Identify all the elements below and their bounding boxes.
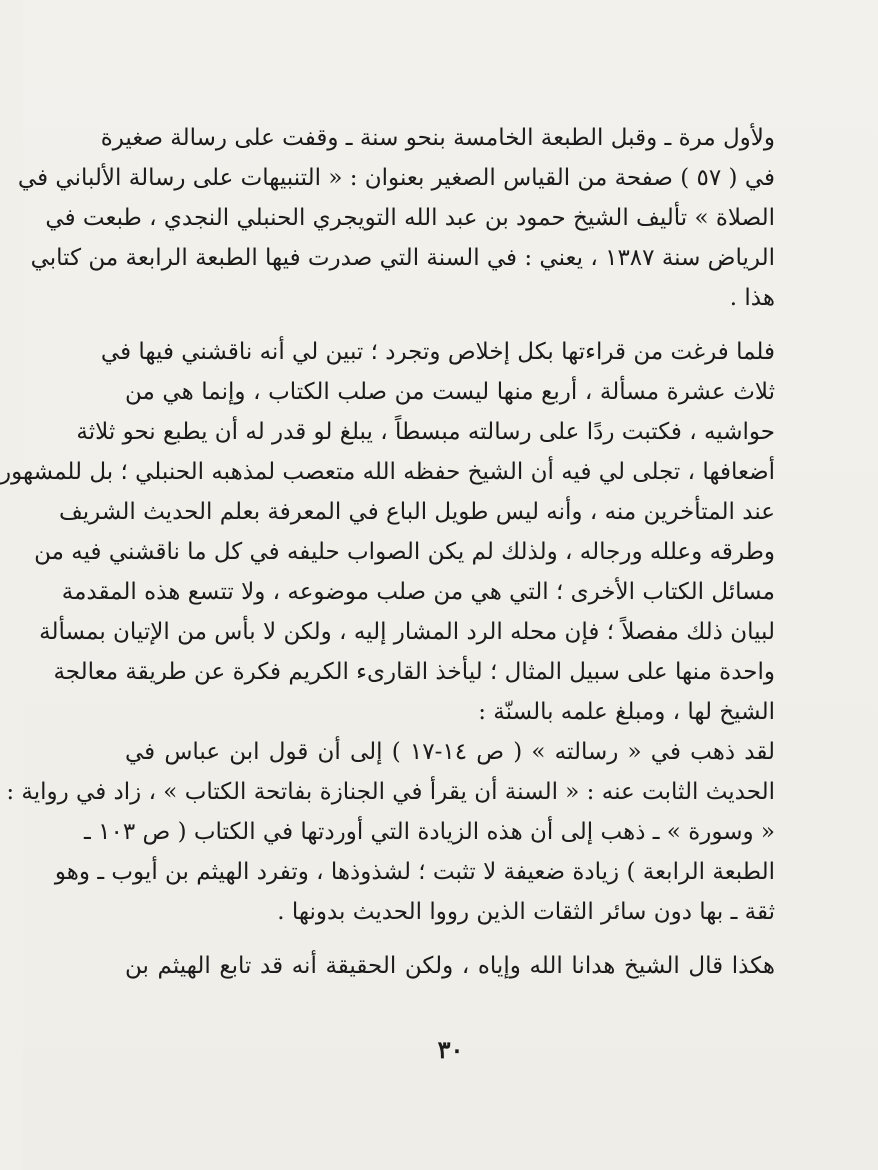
text-line: الشيخ لها ، ومبلغ علمه بالسنّة : — [478, 699, 775, 725]
text-line: ولأول مرة ـ وقبل الطبعة الخامسة بنحو سنة ـ وقفت على رسالة صغيرة — [100, 125, 775, 151]
text-line: الصلاة » تأليف الشيخ حمود بن عبد الله التويجري الحنبلي النجدي ، طبعت في — [45, 205, 775, 231]
text-line: واحدة منها على سبيل المثال ؛ ليأخذ القارىء الكريم فكرة عن طريقة معالجة — [53, 659, 775, 685]
text-line: أضعافها ، تجلى لي فيه أن الشيخ حفظه الله متعصب لمذهبه الحنبلي ؛ بل للمشهور — [0, 459, 775, 485]
page-number: ٣٠ — [437, 1035, 464, 1064]
paragraph-gap — [125, 318, 775, 332]
text-line: عند المتأخرين منه ، وأنه ليس طويل الباع في المعرفة بعلم الحديث الشريف — [58, 499, 775, 525]
paragraph-4 — [125, 946, 775, 986]
text-line: ثلاث عشرة مسألة ، أربع منها ليست من صلب الكتاب ، وإنما هي من — [125, 379, 775, 405]
text-line: لبيان ذلك مفصلاً ؛ فإن محله الرد المشار إليه ، ولكن لا بأس من الإتيان بمسألة — [39, 619, 775, 645]
text-line: لقد ذهب في « رسالته » ( ص ١٤-١٧ ) إلى أن قول ابن عباس في — [125, 739, 775, 765]
text-line: في ( ٥٧ ) صفحة من القياس الصغير بعنوان : « التنبيهات على رسالة الألباني في — [17, 165, 775, 191]
paragraph-gap — [125, 932, 775, 946]
paragraph-2 — [0, 332, 775, 732]
text-line: فلما فرغت من قراءتها بكل إخلاص وتجرد ؛ تبين لي أنه ناقشني فيها في — [100, 339, 775, 365]
paragraph-3 — [6, 732, 775, 932]
text-line: « وسورة » ـ ذهب إلى أن هذه الزيادة التي أوردتها في الكتاب ( ص ١٠٣ ـ — [84, 819, 775, 845]
text-line: وطرقه وعلله ورجاله ، ولذلك لم يكن الصواب حليفه في كل ما ناقشني فيه من — [34, 539, 775, 565]
text-line: الطبعة الرابعة ) زيادة ضعيفة لا تثبت ؛ لشذوذها ، وتفرد الهيثم بن أيوب ـ وهو — [54, 859, 775, 885]
text-line: الرياض سنة ١٣٨٧ ، يعني : في السنة التي صدرت فيها الطبعة الرابعة من كتابي — [30, 245, 775, 271]
text-line: هكذا قال الشيخ هدانا الله وإياه ، ولكن الحقيقة أنه قد تابع الهيثم بن — [125, 953, 775, 979]
text-line: ثقة ـ بها دون سائر الثقات الذين رووا الحديث بدونها . — [277, 899, 775, 925]
paragraph-1 — [17, 118, 775, 318]
text-line: هذا . — [729, 285, 775, 311]
text-line: حواشيه ، فكتبت ردًا على رسالته مبسطاً ، يبلغ لو قدر له أن يطبع نحو ثلاثة — [76, 419, 775, 445]
page-text — [0, 118, 775, 986]
text-line: مسائل الكتاب الأخرى ؛ التي هي من صلب موضوعه ، ولا تتسع هذه المقدمة — [61, 579, 775, 605]
text-line: الحديث الثابت عنه : « السنة أن يقرأ في الجنازة بفاتحة الكتاب » ، زاد في رواية : — [6, 779, 775, 805]
